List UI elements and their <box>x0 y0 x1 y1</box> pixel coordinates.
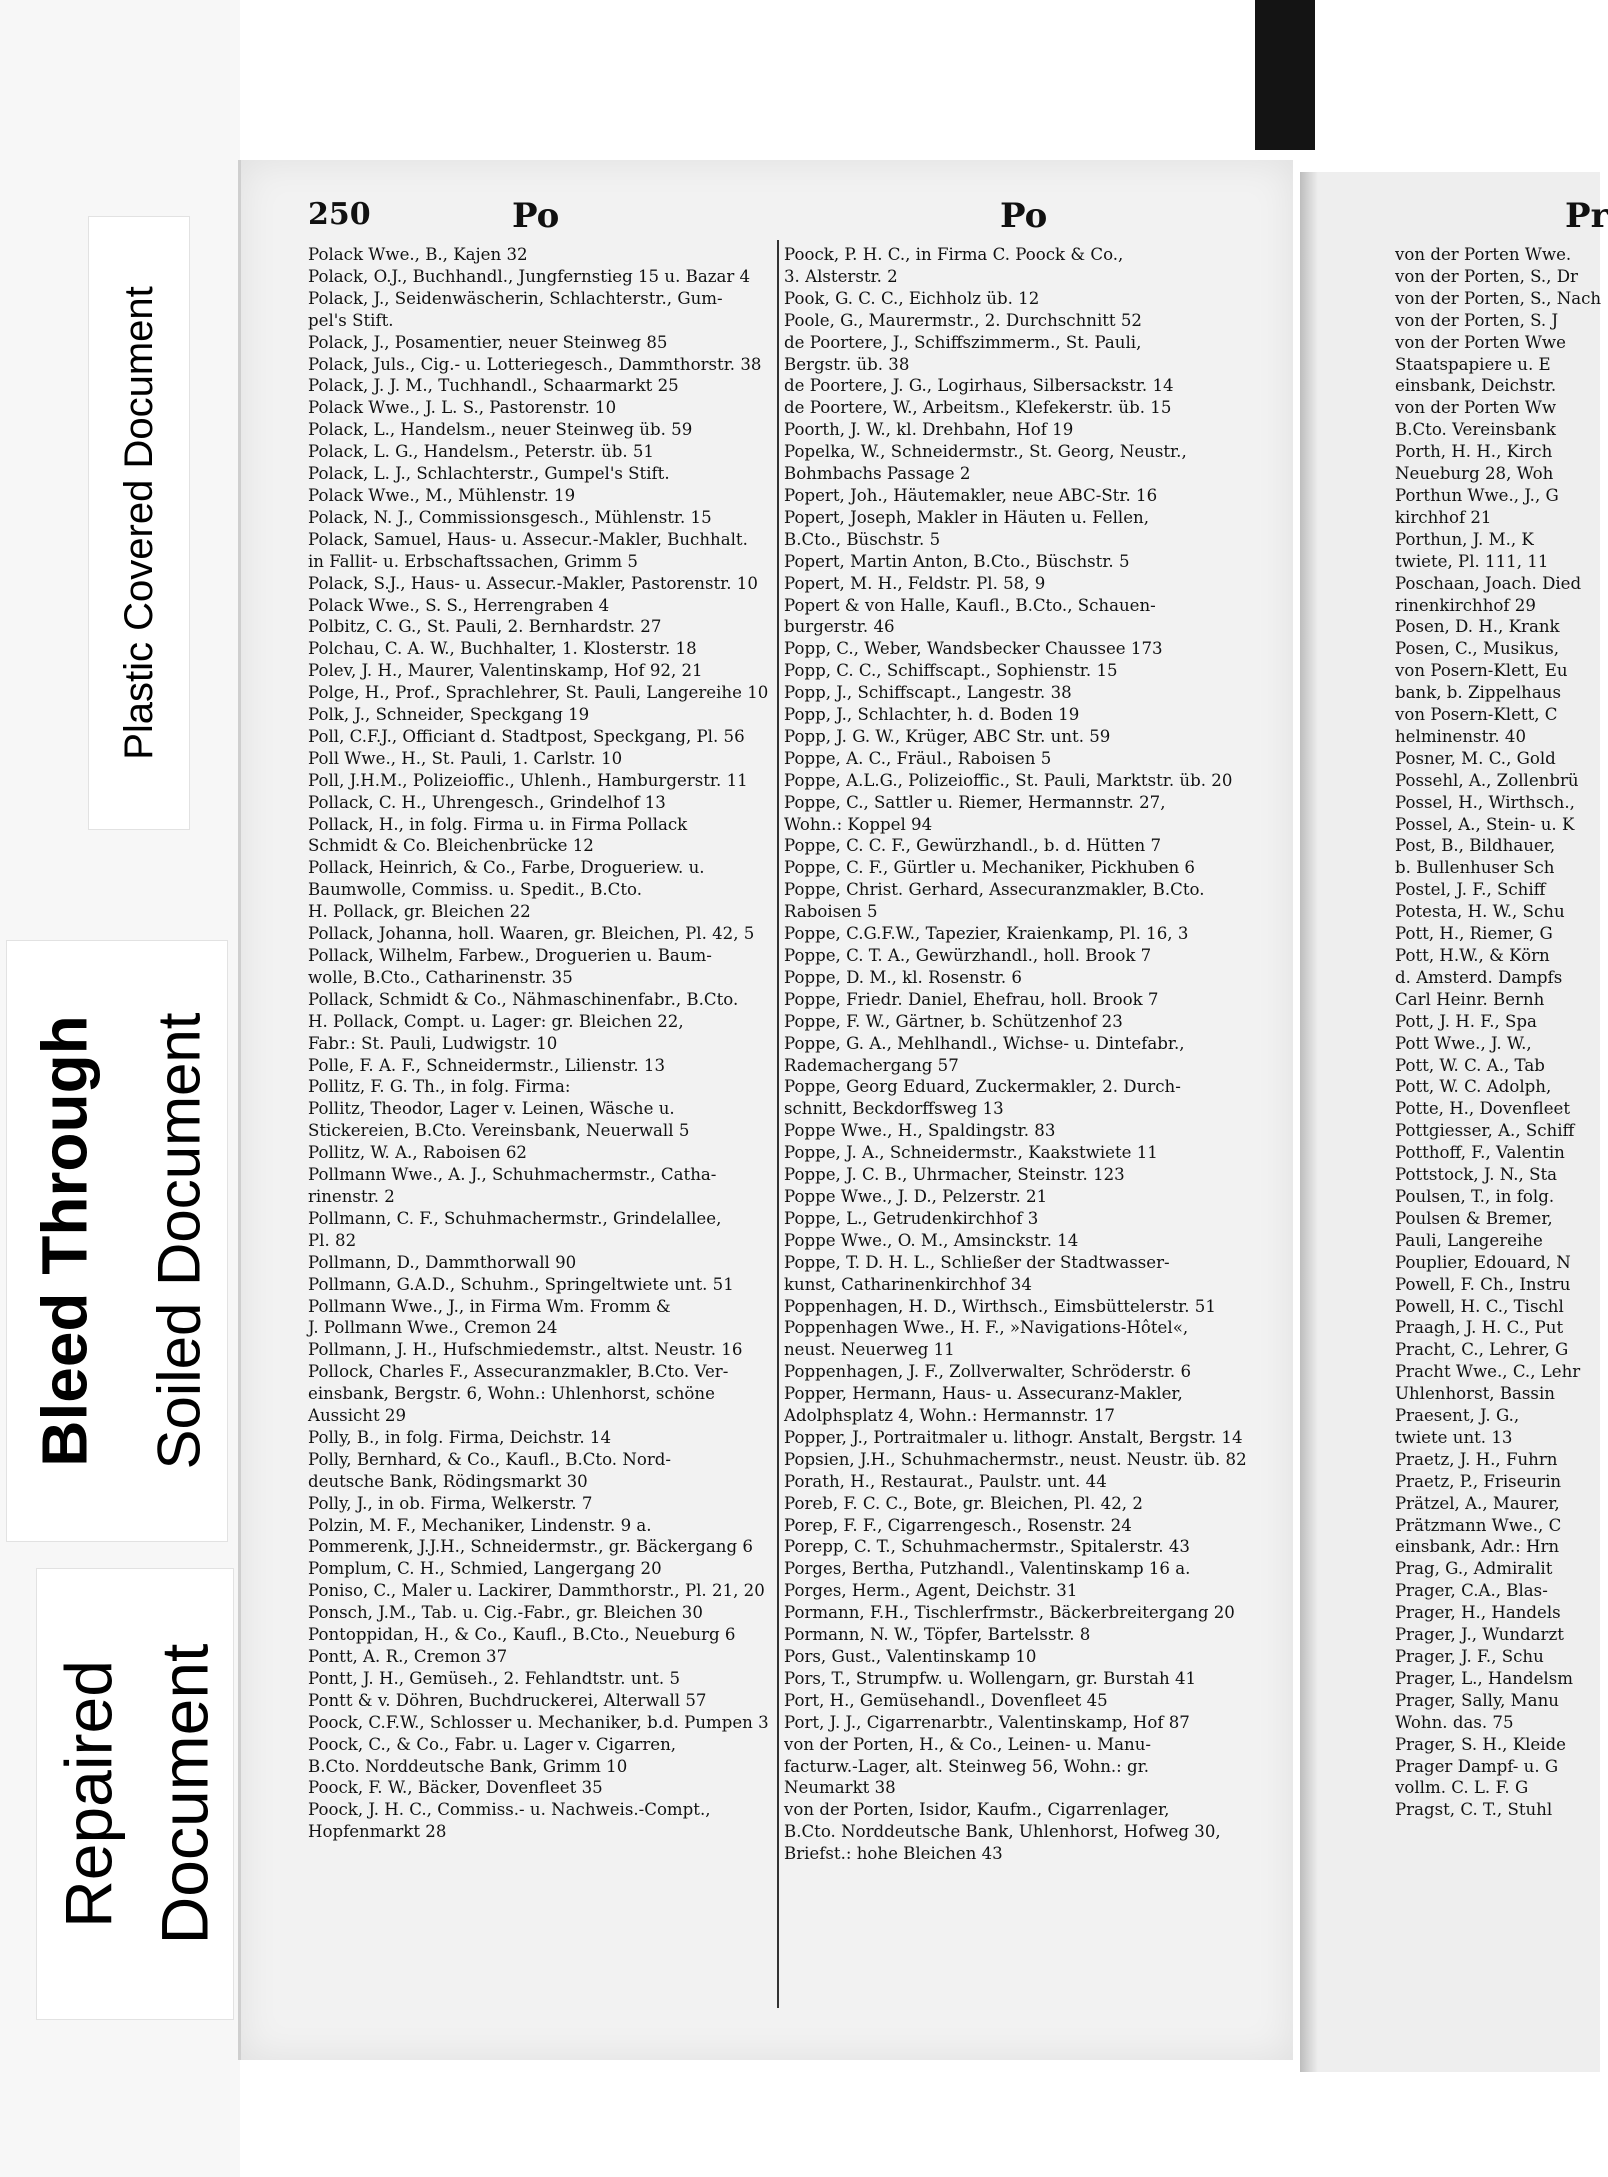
label-soiled-text: Soiled Document <box>145 1012 213 1470</box>
directory-entry: Posen, D. H., Krank <box>1395 617 1560 637</box>
directory-entry: Pomplum, C. H., Schmied, Langergang 20 <box>308 1559 662 1579</box>
directory-entry: Poppe Wwe., H., Spaldingstr. 83 <box>784 1121 1056 1141</box>
directory-entry: rinenstr. 2 <box>308 1186 395 1206</box>
directory-entry: Poppe, J. A., Schneidermstr., Kaakstwiete 11 <box>784 1143 1158 1163</box>
directory-entry: Prager, J. F., Schu <box>1395 1647 1544 1666</box>
directory-entry: rinenkirchhof 29 <box>1395 595 1536 615</box>
directory-entry: Pracht Wwe., C., Lehr <box>1395 1362 1581 1382</box>
directory-entry: Potthoff, F., Valentin <box>1395 1143 1565 1163</box>
directory-entry: Pollack, Heinrich, & Co., Farbe, Drogueriew. u. <box>308 858 705 878</box>
directory-entry: Popper, Hermann, Haus- u. Assecuranz-Makler, <box>784 1384 1183 1404</box>
directory-entry: Popp, J. G. W., Krüger, ABC Str. unt. 59 <box>784 726 1111 746</box>
directory-entry: Poppe, F. W., Gärtner, b. Schützenhof 23 <box>784 1011 1123 1031</box>
page-fold <box>1300 172 1318 2072</box>
directory-entry: Pollmann, D., Dammthorwall 90 <box>308 1252 577 1272</box>
directory-entry: Prager, J., Wundarzt <box>1395 1625 1564 1645</box>
directory-entry: Possel, H., Wirthsch., <box>1395 792 1575 812</box>
directory-entry: Popert, Joseph, Makler in Häuten u. Fellen, <box>784 507 1150 527</box>
directory-entry: Popert, Joh., Häutemakler, neue ABC-Str. 16 <box>784 485 1158 505</box>
directory-entry: b. Bullenhuser Sch <box>1395 858 1555 878</box>
directory-entry: Poppe, C. T. A., Gewürzhandl., holl. Brook 7 <box>784 946 1152 965</box>
directory-entry: Poppe Wwe., O. M., Amsinckstr. 14 <box>784 1230 1079 1250</box>
directory-entry: Pors, Gust., Valentinskamp 10 <box>784 1647 1037 1666</box>
directory-entry: Bohmbachs Passage 2 <box>784 464 971 484</box>
directory-entry: Prager, C.A., Blas- <box>1395 1581 1548 1601</box>
directory-entry: Polly, J., in ob. Firma, Welkerstr. 7 <box>308 1493 593 1513</box>
directory-entry: Poll, J.H.M., Polizeioffic., Uhlenh., Hamburgerstr. 11 <box>308 770 748 790</box>
directory-entry: von der Porten, S., Nach <box>1395 288 1602 308</box>
directory-entry: Polack, J., Seidenwäscherin, Schlachterstr., Gum- <box>308 288 723 308</box>
directory-entry: Polle, F. A. F., Schneidermstr., Lilienstr. 13 <box>308 1055 666 1075</box>
directory-entry: wolle, B.Cto., Catharinenstr. 35 <box>308 967 573 987</box>
directory-entry: Polack Wwe., B., Kajen 32 <box>308 245 528 264</box>
directory-entry: Pollack, H., in folg. Firma u. in Firma Pollack <box>308 814 688 834</box>
directory-entry: Poppe, C.G.F.W., Tapezier, Kraienkamp, Pl. 16, 3 <box>784 924 1189 944</box>
directory-entry: Briefst.: hohe Bleichen 43 <box>784 1844 1003 1864</box>
directory-entry: Pook, G. C. C., Eichholz üb. 12 <box>784 288 1040 308</box>
directory-entry: Pl. 82 <box>308 1230 357 1250</box>
label-repaired <box>36 1568 234 2020</box>
directory-entry: von Posern-Klett, Eu <box>1395 661 1568 681</box>
directory-entry: de Poortere, J., Schiffszimmerm., St. Pauli, <box>784 332 1142 352</box>
directory-entry: Poppe, C. C. F., Gewürzhandl., b. d. Hütten 7 <box>784 836 1161 856</box>
directory-entry: Pollock, Charles F., Assecuranzmakler, B.Cto. Ver- <box>308 1362 729 1382</box>
label-document-text: Document <box>147 1643 222 1945</box>
directory-entry: Polbitz, C. G., St. Pauli, 2. Bernhardstr. 27 <box>308 617 662 637</box>
column-divider <box>777 240 779 2008</box>
directory-entry: B.Cto. Norddeutsche Bank, Uhlenhorst, Hofweg 30, <box>784 1822 1221 1842</box>
directory-entry: von der Porten Wwe. <box>1395 245 1572 264</box>
directory-entry: Pormann, N. W., Töpfer, Bartelsstr. 8 <box>784 1625 1091 1645</box>
directory-entry: Wohn. das. 75 <box>1395 1712 1514 1732</box>
directory-entry: Schmidt & Co. Bleichenbrücke 12 <box>308 836 594 856</box>
directory-entry: neust. Neuerweg 11 <box>784 1340 955 1360</box>
directory-entry: Carl Heinr. Bernh <box>1395 989 1545 1009</box>
directory-entry: Porges, Herm., Agent, Deichstr. 31 <box>784 1581 1078 1601</box>
directory-entry: Prager, H., Handels <box>1395 1603 1561 1623</box>
directory-entry: Poock, P. H. C., in Firma C. Poock & Co., <box>784 245 1124 264</box>
directory-entry: Staatspapiere u. E <box>1395 354 1551 374</box>
directory-entry: Poll, C.F.J., Officiant d. Stadtpost, Speckgang, Pl. 56 <box>308 726 745 746</box>
directory-entry: Pauli, Langereihe <box>1395 1230 1543 1250</box>
directory-entry: Neueburg 28, Woh <box>1395 464 1554 484</box>
directory-entry: Prager, Sally, Manu <box>1395 1690 1559 1710</box>
directory-entry: deutsche Bank, Rödingsmarkt 30 <box>308 1471 588 1491</box>
right-page-heading: Pr <box>1565 196 1608 236</box>
directory-entry: bank, b. Zippelhaus <box>1395 683 1561 703</box>
directory-entry: Polack, N. J., Commissionsgesch., Mühlenstr. 15 <box>308 507 712 527</box>
directory-entry: Poppe, Georg Eduard, Zuckermakler, 2. Durch- <box>784 1077 1181 1097</box>
directory-entry: B.Cto. Vereinsbank <box>1395 420 1556 440</box>
directory-entry: Post, B., Bildhauer, <box>1395 836 1556 856</box>
directory-entry: Poock, F. W., Bäcker, Dovenfleet 35 <box>308 1778 603 1798</box>
directory-entry: schnitt, Beckdorffsweg 13 <box>784 1099 1004 1119</box>
directory-entry: Popsien, J.H., Schuhmachermstr., neust. Neustr. üb. 82 <box>784 1449 1247 1469</box>
directory-entry: Polack Wwe., J. L. S., Pastorenstr. 10 <box>308 398 617 418</box>
directory-entry: Potesta, H. W., Schu <box>1395 902 1565 922</box>
directory-entry: Popper, J., Portraitmaler u. lithogr. Anstalt, Bergstr. 14 <box>784 1427 1243 1447</box>
directory-entry: einsbank, Deichstr. <box>1395 376 1557 396</box>
directory-entry: Prag, G., Admiralit <box>1395 1559 1553 1579</box>
directory-entry: Praagh, J. H. C., Put <box>1395 1318 1564 1338</box>
directory-entry: twiete, Pl. 111, 11 <box>1395 551 1549 571</box>
directory-entry: Poppenhagen Wwe., H. F., »Navigations-Hôtel«, <box>784 1318 1189 1338</box>
directory-entry: Polack, J. J. M., Tuchhandl., Schaarmarkt 25 <box>308 376 679 396</box>
directory-entry: Pontt & v. Döhren, Buchdruckerei, Alterwall 57 <box>308 1690 707 1710</box>
directory-entry: Hopfenmarkt 28 <box>308 1822 447 1842</box>
directory-entry: Popert, Martin Anton, B.Cto., Büschstr. 5 <box>784 551 1130 571</box>
left-entry-column <box>308 244 773 1843</box>
directory-entry: von Posern-Klett, C <box>1395 705 1558 725</box>
directory-entry: Poniso, C., Maler u. Lackirer, Dammthorstr., Pl. 21, 20 <box>308 1581 765 1601</box>
directory-entry: Polzin, M. F., Mechaniker, Lindenstr. 9 a. <box>308 1515 652 1535</box>
directory-entry: von der Porten, S. J <box>1395 310 1559 330</box>
directory-entry: Polack Wwe., M., Mühlenstr. 19 <box>308 485 576 505</box>
directory-entry: Pott, H.W., & Körn <box>1395 946 1550 965</box>
directory-entry: Baumwolle, Commiss. u. Spedit., B.Cto. <box>308 880 643 900</box>
directory-entry: Poppe, Friedr. Daniel, Ehefrau, holl. Brook 7 <box>784 989 1159 1009</box>
directory-entry: Pragst, C. T., Stuhl <box>1395 1800 1553 1820</box>
label-plastic-covered-text: Plastic Covered Document <box>117 286 161 760</box>
directory-entry: Aussicht 29 <box>308 1406 407 1426</box>
directory-entry: Postel, J. F., Schiff <box>1395 880 1546 900</box>
directory-entry: Polly, Bernhard, & Co., Kaufl., B.Cto. Nord- <box>308 1449 672 1469</box>
directory-entry: twiete unt. 13 <box>1395 1427 1513 1447</box>
directory-entry: 3. Alsterstr. 2 <box>784 266 898 286</box>
directory-entry: Porges, Bertha, Putzhandl., Valentinskamp 16 a. <box>784 1559 1191 1579</box>
directory-entry: von der Porten, S., Dr <box>1395 266 1578 286</box>
directory-entry: Polack, L. J., Schlachterstr., Gumpel's Stift. <box>308 464 670 484</box>
directory-entry: Poock, C.F.W., Schlosser u. Mechaniker, b.d. Pumpen 3 <box>308 1712 769 1732</box>
directory-entry: Porath, H., Restaurat., Paulstr. unt. 44 <box>784 1471 1107 1491</box>
directory-entry: Prager, L., Handelsm <box>1395 1668 1573 1688</box>
directory-entry: Stickereien, B.Cto. Vereinsbank, Neuerwall 5 <box>308 1121 690 1141</box>
directory-entry: Pottgiesser, A., Schiff <box>1395 1121 1575 1141</box>
directory-entry: Pontoppidan, H., & Co., Kaufl., B.Cto., Neueburg 6 <box>308 1625 736 1645</box>
directory-entry: Prätzmann Wwe., C <box>1395 1515 1562 1535</box>
directory-entry: Powell, H. C., Tischl <box>1395 1296 1564 1316</box>
right-entry-column <box>1395 244 1600 1821</box>
directory-entry: de Poortere, W., Arbeitsm., Klefekerstr. üb. 15 <box>784 398 1172 418</box>
directory-entry: Pott, J. H. F., Spa <box>1395 1011 1537 1031</box>
directory-entry: Polev, J. H., Maurer, Valentinskamp, Hof 92, 21 <box>308 661 703 681</box>
directory-entry: Poppe, Christ. Gerhard, Assecuranzmakler, B.Cto. <box>784 880 1205 900</box>
directory-entry: kirchhof 21 <box>1395 507 1492 527</box>
directory-entry: Potte, H., Dovenfleet <box>1395 1099 1571 1119</box>
directory-entry: Poole, G., Maurermstr., 2. Durchschnitt 52 <box>784 310 1142 330</box>
directory-entry: Fabr.: St. Pauli, Ludwigstr. 10 <box>308 1033 558 1053</box>
directory-entry: Polack, L., Handelsm., neuer Steinweg üb. 59 <box>308 420 693 440</box>
directory-entry: Poppe, C. F., Gürtler u. Mechaniker, Pickhuben 6 <box>784 858 1195 878</box>
directory-entry: Praesent, J. G., <box>1395 1406 1520 1426</box>
directory-entry: Popert & von Halle, Kaufl., B.Cto., Schauen- <box>784 595 1156 615</box>
label-bleed-through-text: Bleed Through <box>28 1015 101 1467</box>
center-page-heading: Po <box>1000 196 1048 236</box>
directory-entry: von der Porten, H., & Co., Leinen- u. Manu- <box>784 1734 1151 1754</box>
directory-entry: Polack, Samuel, Haus- u. Assecur.-Makler, Buchhalt. <box>308 529 748 549</box>
directory-entry: Poulsen & Bremer, <box>1395 1208 1553 1228</box>
directory-entry: Pottstock, J. N., Sta <box>1395 1165 1558 1185</box>
directory-entry: Possehl, A., Zollenbrü <box>1395 770 1579 790</box>
page-number: 250 <box>308 197 371 232</box>
directory-entry: einsbank, Adr.: Hrn <box>1395 1537 1560 1557</box>
directory-entry: Pott, H., Riemer, G <box>1395 924 1553 944</box>
directory-entry: Poreb, F. C. C., Bote, gr. Bleichen, Pl. 42, 2 <box>784 1493 1143 1513</box>
directory-entry: Polge, H., Prof., Sprachlehrer, St. Pauli, Langereihe 10 <box>308 683 769 703</box>
directory-entry: Posner, M. C., Gold <box>1395 748 1556 768</box>
directory-entry: Polly, B., in folg. Firma, Deichstr. 14 <box>308 1427 612 1447</box>
label-plastic-covered <box>88 216 190 830</box>
directory-entry: Wohn.: Koppel 94 <box>784 814 933 834</box>
directory-entry: Pollack, Schmidt & Co., Nähmaschinenfabr., B.Cto. <box>308 989 739 1009</box>
directory-entry: Popp, C., Weber, Wandsbecker Chaussee 173 <box>784 639 1163 659</box>
directory-entry: pel's Stift. <box>308 310 394 330</box>
directory-entry: Praetz, P., Friseurin <box>1395 1471 1562 1491</box>
directory-entry: Porthun, J. M., K <box>1395 529 1534 549</box>
directory-entry: Pott Wwe., J. W., <box>1395 1033 1532 1053</box>
directory-entry: Neumarkt 38 <box>784 1778 896 1798</box>
directory-entry: Polchau, C. A. W., Buchhalter, 1. Klosterstr. 18 <box>308 639 697 659</box>
directory-entry: Pollmann Wwe., A. J., Schuhmachermstr., Catha- <box>308 1165 717 1185</box>
directory-entry: Pott, W. C. A., Tab <box>1395 1055 1545 1075</box>
directory-entry: Port, H., Gemüsehandl., Dovenfleet 45 <box>784 1690 1108 1710</box>
directory-entry: Poppe, T. D. H. L., Schließer der Stadtwasser- <box>784 1252 1170 1272</box>
directory-entry: d. Amsterd. Dampfs <box>1395 967 1563 987</box>
directory-entry: Polack, J., Posamentier, neuer Steinweg 85 <box>308 332 668 352</box>
directory-entry: Rademachergang 57 <box>784 1055 959 1075</box>
directory-entry: Pollitz, W. A., Raboisen 62 <box>308 1143 527 1163</box>
directory-entry: Porth, H. H., Kirch <box>1395 442 1553 462</box>
directory-entry: Poock, J. H. C., Commiss.- u. Nachweis.-Compt., <box>308 1800 711 1820</box>
binding-shadow <box>1255 0 1315 150</box>
directory-entry: Polack, Juls., Cig.- u. Lotteriegesch., Dammthorstr. 38 <box>308 354 762 374</box>
directory-entry: Poppe, G. A., Mehlhandl., Wichse- u. Dintefabr., <box>784 1033 1185 1053</box>
directory-entry: H. Pollack, Compt. u. Lager: gr. Bleichen 22, <box>308 1011 684 1031</box>
label-repaired-text: Repaired <box>51 1660 126 1928</box>
directory-entry: Pors, T., Strumpfw. u. Wollengarn, gr. Burstah 41 <box>784 1668 1197 1688</box>
directory-entry: kunst, Catharinenkirchhof 34 <box>784 1274 1032 1294</box>
directory-entry: Polack, L. G., Handelsm., Peterstr. üb. 51 <box>308 442 654 462</box>
directory-entry: Pollitz, F. G. Th., in folg. Firma: <box>308 1077 571 1097</box>
directory-entry: Pommerenk, J.J.H., Schneidermstr., gr. Bäckergang 6 <box>308 1537 753 1557</box>
directory-entry: in Fallit- u. Erbschaftssachen, Grimm 5 <box>308 551 638 571</box>
directory-entry: Poll Wwe., H., St. Pauli, 1. Carlstr. 10 <box>308 748 623 768</box>
directory-entry: Adolphsplatz 4, Wohn.: Hermannstr. 17 <box>784 1406 1115 1426</box>
directory-entry: Posen, C., Musikus, <box>1395 639 1560 659</box>
directory-entry: facturw.-Lager, alt. Steinweg 56, Wohn.: gr. <box>784 1756 1150 1776</box>
directory-entry: helminenstr. 40 <box>1395 726 1527 746</box>
label-bleed-soiled <box>6 940 228 1542</box>
directory-entry: B.Cto., Büschstr. 5 <box>784 529 941 549</box>
directory-entry: Pontt, J. H., Gemüseh., 2. Fehlandtstr. unt. 5 <box>308 1668 680 1688</box>
directory-entry: Pollmann, G.A.D., Schuhm., Springeltwiete unt. 51 <box>308 1274 734 1294</box>
directory-entry: Port, J. J., Cigarrenarbtr., Valentinskamp, Hof 87 <box>784 1712 1190 1732</box>
directory-entry: Pormann, F.H., Tischlerfrmstr., Bäckerbreitergang 20 <box>784 1603 1235 1623</box>
directory-entry: Poppenhagen, H. D., Wirthsch., Eimsbüttelerstr. 51 <box>784 1296 1216 1316</box>
directory-entry: Porep, F. F., Cigarrengesch., Rosenstr. 24 <box>784 1515 1132 1535</box>
directory-entry: Poppe, A. C., Fräul., Raboisen 5 <box>784 748 1052 768</box>
directory-entry: vollm. C. L. F. G <box>1395 1778 1529 1798</box>
directory-entry: H. Pollack, gr. Bleichen 22 <box>308 902 531 922</box>
directory-entry: Poschaan, Joach. Died <box>1395 573 1582 593</box>
directory-entry: Pollmann, C. F., Schuhmachermstr., Grindelallee, <box>308 1208 722 1228</box>
directory-entry: Bergstr. üb. 38 <box>784 354 910 374</box>
directory-entry: Popp, C. C., Schiffscapt., Sophienstr. 15 <box>784 661 1118 681</box>
directory-entry: Poorth, J. W., kl. Drehbahn, Hof 19 <box>784 420 1074 440</box>
directory-entry: Porepp, C. T., Schuhmachermstr., Spitalerstr. 43 <box>784 1537 1190 1557</box>
directory-entry: Pollmann, J. H., Hufschmiedemstr., altst. Neustr. 16 <box>308 1340 743 1360</box>
directory-entry: Polack, O.J., Buchhandl., Jungfernstieg 15 u. Bazar 4 <box>308 266 751 286</box>
directory-entry: Raboisen 5 <box>784 902 878 922</box>
directory-entry: Porthun Wwe., J., G <box>1395 485 1559 505</box>
directory-entry: J. Pollmann Wwe., Cremon 24 <box>308 1318 558 1338</box>
directory-entry: Prager, S. H., Kleide <box>1395 1734 1566 1754</box>
directory-entry: von der Porten, Isidor, Kaufm., Cigarrenlager, <box>784 1800 1170 1820</box>
directory-entry: Poppe, C., Sattler u. Riemer, Hermannstr. 27, <box>784 792 1166 812</box>
directory-entry: de Poortere, J. G., Logirhaus, Silbersackstr. 14 <box>784 376 1174 396</box>
directory-entry: von der Porten Ww <box>1395 398 1557 418</box>
directory-entry: B.Cto. Norddeutsche Bank, Grimm 10 <box>308 1756 628 1776</box>
directory-entry: einsbank, Bergstr. 6, Wohn.: Uhlenhorst, schöne <box>308 1384 715 1404</box>
directory-entry: Possel, A., Stein- u. K <box>1395 814 1575 834</box>
directory-entry: Prager Dampf- u. G <box>1395 1756 1559 1776</box>
directory-entry: Pouplier, Edouard, N <box>1395 1252 1571 1272</box>
center-entry-column <box>784 244 1262 1865</box>
directory-entry: Poulsen, T., in folg. <box>1395 1186 1555 1206</box>
directory-entry: Pollitz, Theodor, Lager v. Leinen, Wäsche u. <box>308 1099 675 1119</box>
directory-entry: Polack, S.J., Haus- u. Assecur.-Makler, Pastorenstr. 10 <box>308 573 758 593</box>
directory-entry: Pollack, Wilhelm, Farbew., Droguerien u. Baum- <box>308 946 712 965</box>
directory-entry: Pontt, A. R., Cremon 37 <box>308 1647 508 1666</box>
directory-entry: Popert, M. H., Feldstr. Pl. 58, 9 <box>784 573 1046 593</box>
directory-entry: Pott, W. C. Adolph, <box>1395 1077 1552 1097</box>
directory-entry: Polk, J., Schneider, Speckgang 19 <box>308 705 590 725</box>
directory-entry: Pracht, C., Lehrer, G <box>1395 1340 1569 1360</box>
directory-entry: Pollack, Johanna, holl. Waaren, gr. Bleichen, Pl. 42, 5 <box>308 924 755 944</box>
directory-entry: Polack Wwe., S. S., Herrengraben 4 <box>308 595 610 615</box>
directory-entry: Prätzel, A., Maurer, <box>1395 1493 1560 1513</box>
directory-entry: Poppe, D. M., kl. Rosenstr. 6 <box>784 967 1022 987</box>
directory-entry: Poppe, J. C. B., Uhrmacher, Steinstr. 123 <box>784 1165 1125 1185</box>
directory-entry: von der Porten Wwe <box>1395 332 1566 352</box>
directory-entry: Poock, C., & Co., Fabr. u. Lager v. Cigarren, <box>308 1734 677 1754</box>
directory-entry: burgerstr. 46 <box>784 617 895 637</box>
directory-entry: Poppe, A.L.G., Polizeioffic., St. Pauli, Marktstr. üb. 20 <box>784 770 1233 790</box>
directory-entry: Praetz, J. H., Fuhrn <box>1395 1449 1558 1469</box>
directory-entry: Ponsch, J.M., Tab. u. Cig.-Fabr., gr. Bleichen 30 <box>308 1603 703 1623</box>
left-page-heading: Po <box>512 196 560 236</box>
directory-entry: Popp, J., Schlachter, h. d. Boden 19 <box>784 705 1080 725</box>
directory-entry: Uhlenhorst, Bassin <box>1395 1384 1555 1404</box>
directory-entry: Popp, J., Schiffscapt., Langestr. 38 <box>784 683 1072 703</box>
directory-entry: Pollack, C. H., Uhrengesch., Grindelhof 13 <box>308 792 666 812</box>
directory-entry: Powell, F. Ch., Instru <box>1395 1274 1571 1294</box>
directory-entry: Poppe, L., Getrudenkirchhof 3 <box>784 1208 1039 1228</box>
directory-entry: Poppe Wwe., J. D., Pelzerstr. 21 <box>784 1186 1048 1206</box>
directory-entry: Poppenhagen, J. F., Zollverwalter, Schröderstr. 6 <box>784 1362 1192 1382</box>
directory-entry: Popelka, W., Schneidermstr., St. Georg, Neustr., <box>784 442 1187 462</box>
directory-entry: Pollmann Wwe., J., in Firma Wm. Fromm & <box>308 1296 671 1316</box>
